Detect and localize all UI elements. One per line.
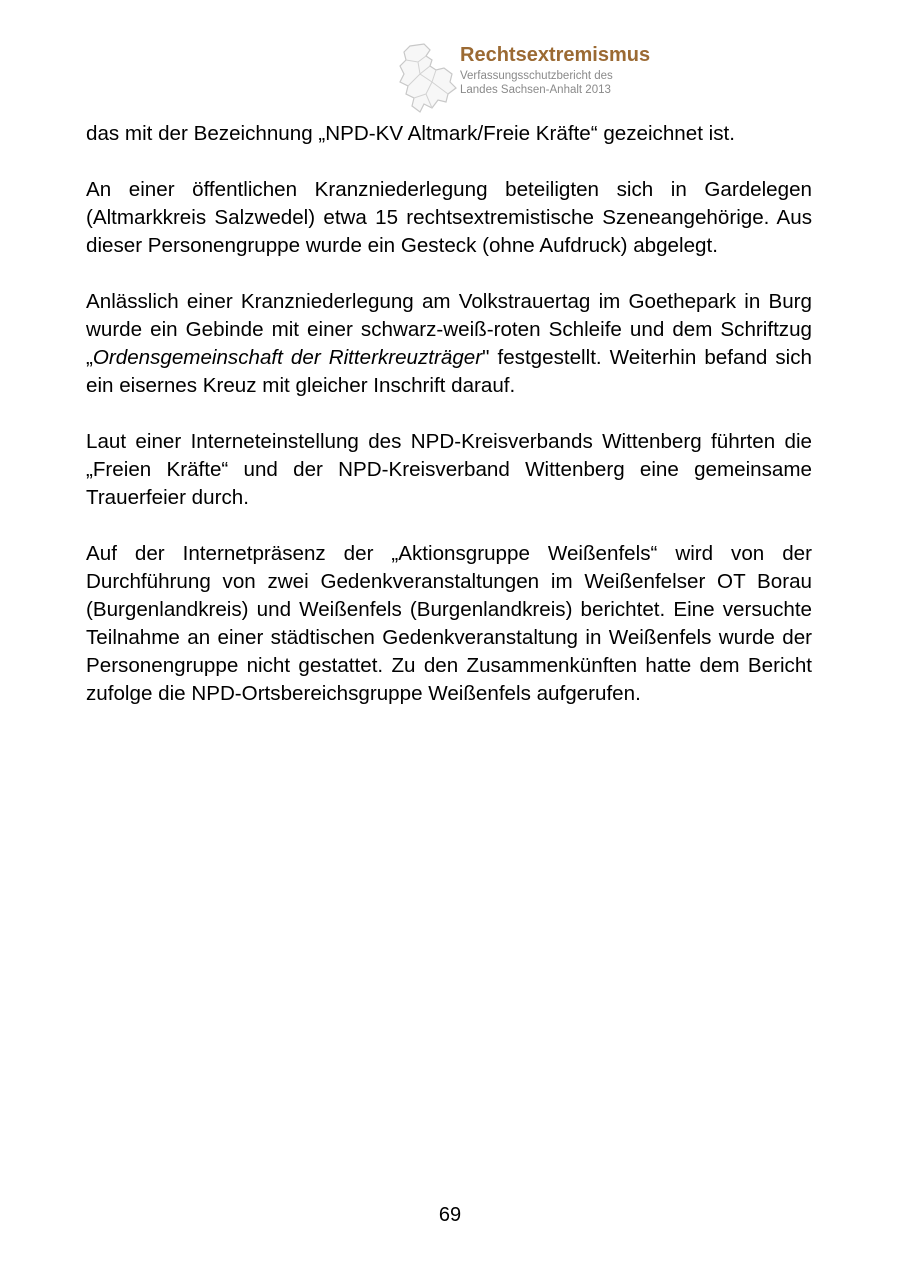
paragraph-3-italic-quote: Ordensgemeinschaft der Ritterkreuzträger (92, 346, 483, 369)
header-subtitle (460, 69, 613, 97)
page-header (396, 42, 696, 116)
saxony-anhalt-map-icon (396, 42, 458, 114)
paragraph-3 (86, 288, 812, 400)
header-subtitle-line-1: Verfassungsschutzbericht des (460, 70, 613, 82)
paragraph-3-text-end: " festgestellt. Weiterhin befand sich ein eisernes Kreuz mit gleicher Inschrift darauf. (86, 346, 812, 397)
page-number: 69 (438, 1204, 462, 1226)
body-text (86, 120, 812, 736)
paragraph-1: das mit der Bezeichnung „NPD-KV Altmark/Freie Kräfte“ gezeichnet ist. (86, 122, 735, 145)
header-title: Rechtsextremismus (460, 44, 651, 66)
paragraph-5: Auf der Internetpräsenz der „Aktionsgruppe Weißenfels“ wird von der Durchführung von zwei Gedenkveranstaltungen im Weißenfelser OT Borau (Burgenlandkreis) und Weißenfels (Burgenlandkreis) berichtet. Eine versuchte Teilnahme an einer städtischen Gedenkveranstaltung in Weißenfels wurde der Personengruppe nicht gestattet. Zu den Zusammenkünften hatte dem Bericht zufolge die NPD-Ortsbereichsgruppe Weißenfels aufgerufen. (86, 542, 812, 705)
header-subtitle-line-2: Landes Sachsen-Anhalt 2013 (460, 84, 611, 96)
paragraph-4: Laut einer Interneteinstellung des NPD-Kreisverbands Wittenberg führten die „Freien Kräfte“ und der NPD-Kreisverband Wittenberg eine gemeinsame Trauerfeier durch. (86, 430, 812, 509)
paragraph-3-text-start: Anlässlich einer Kranzniederlegung am Volkstrauertag im Goethepark in Burg wurde ein Gebinde mit einer schwarz-weiß-roten Schleife und dem Schriftzug „ (86, 290, 812, 369)
paragraph-2: An einer öffentlichen Kranzniederlegung beteiligten sich in Gardelegen (Altmarkkreis Salzwedel) etwa 15 rechtsextremistische Szeneangehörige. Aus dieser Personengruppe wurde ein Gesteck (ohne Aufdruck) abgelegt. (86, 178, 812, 257)
